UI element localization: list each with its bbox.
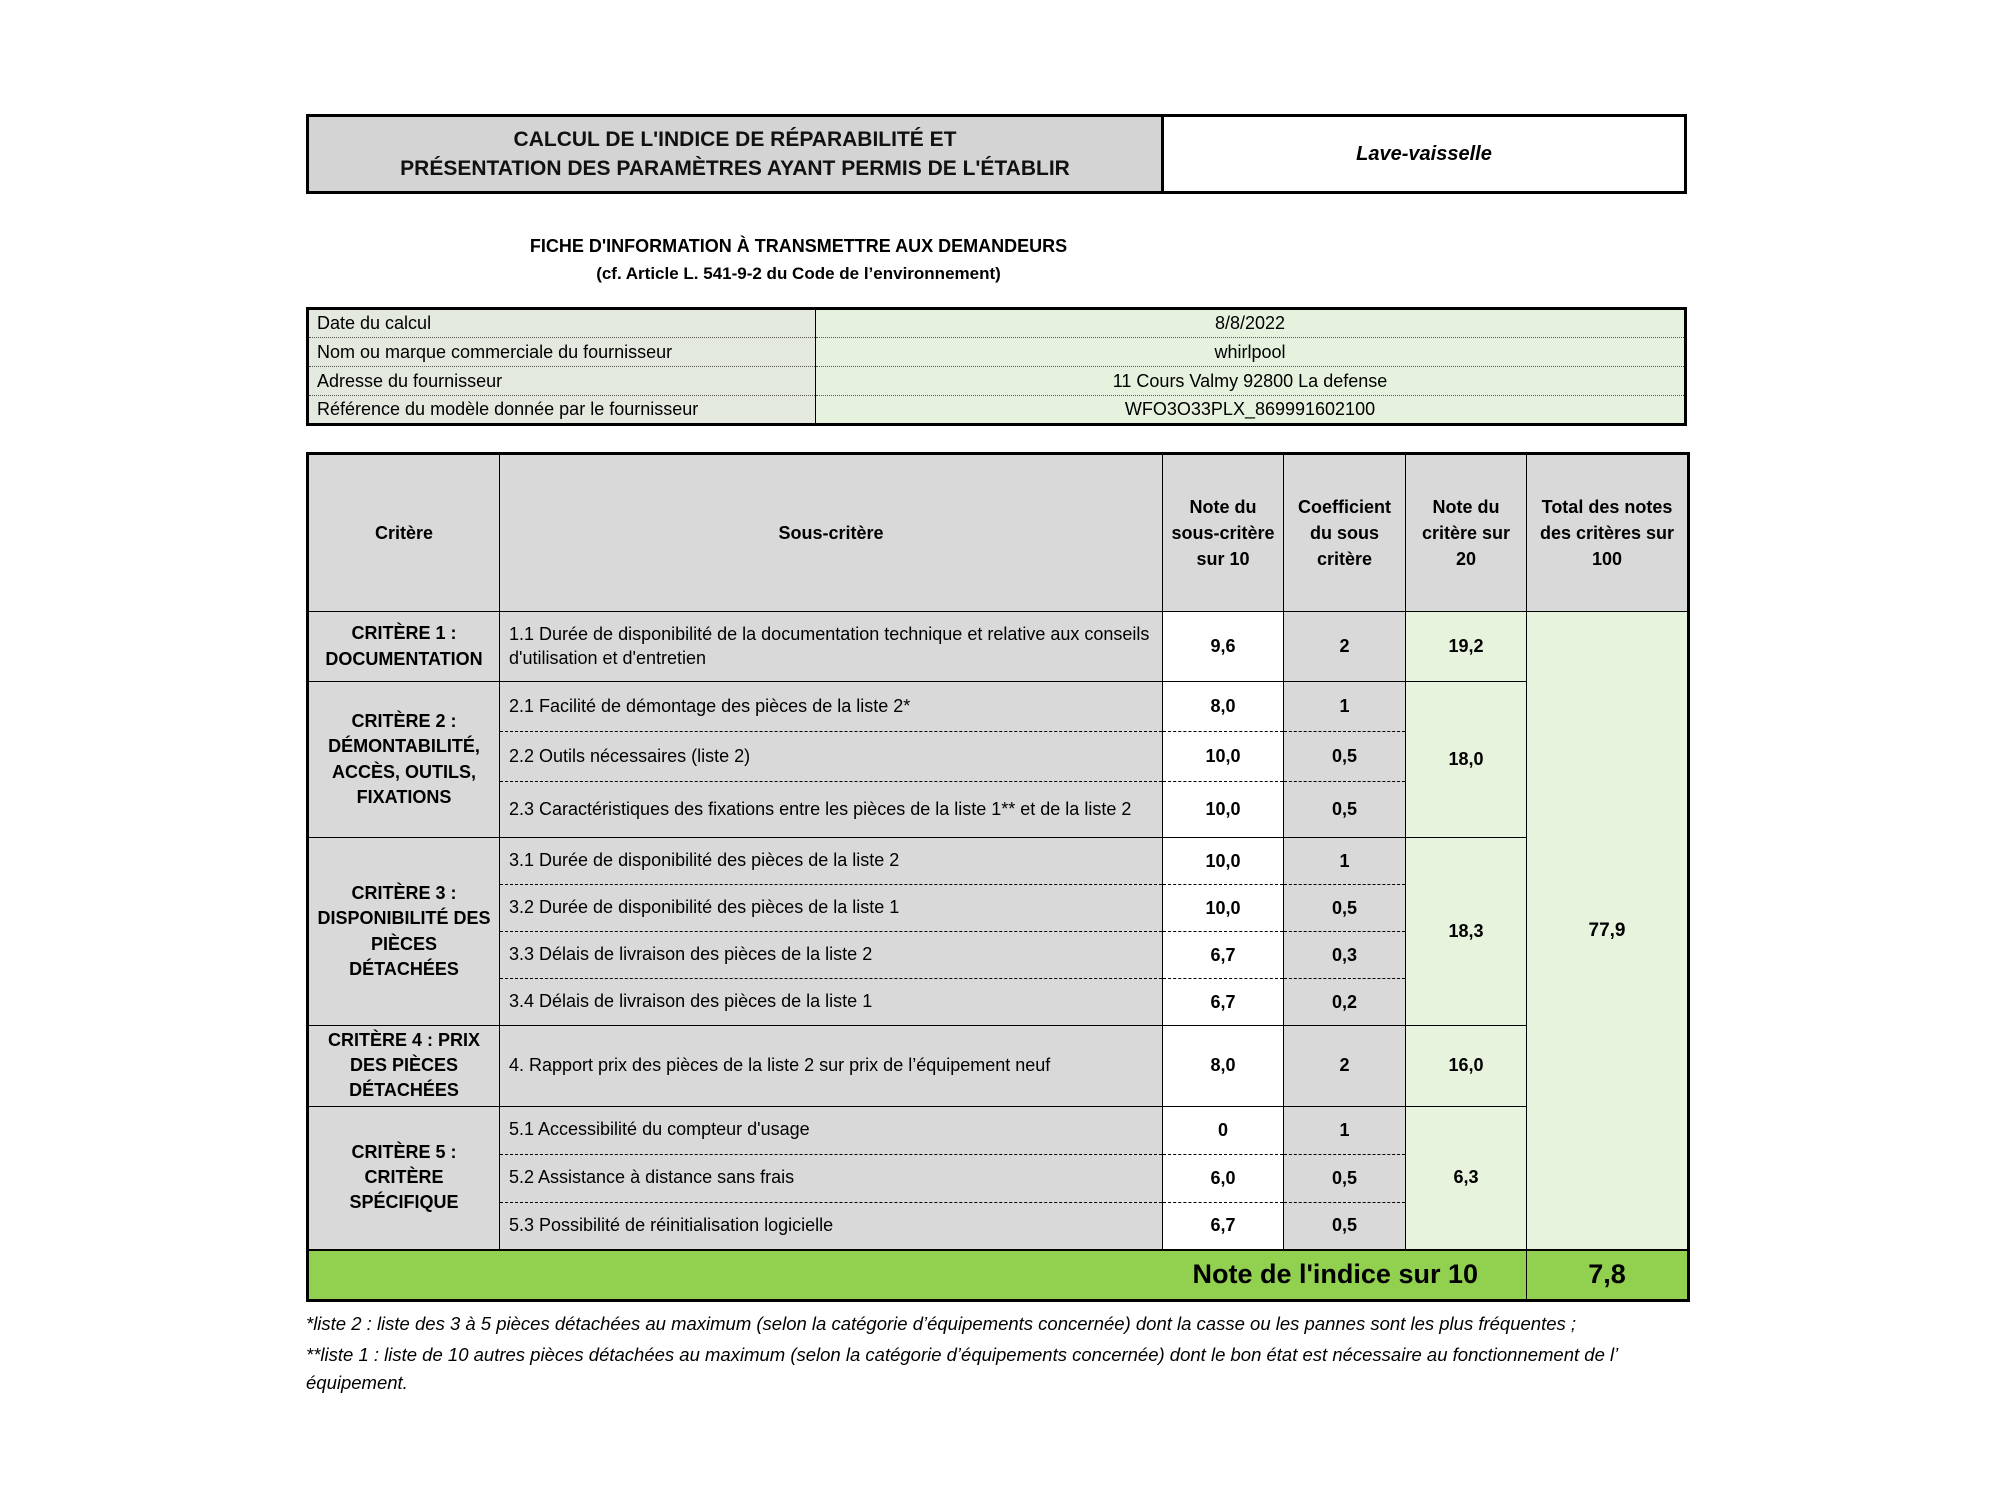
table-row <box>308 1026 1689 1107</box>
subtitle-line2: (cf. Article L. 541-9-2 du Code de l’environnement) <box>596 264 1001 283</box>
note10-1-1: 9,6 <box>1163 612 1284 682</box>
coef-2-2: 0,5 <box>1284 732 1406 782</box>
info-row-brand <box>308 338 1686 367</box>
subcriterion-2-2: 2.2 Outils nécessaires (liste 2) <box>500 732 1163 782</box>
info-value-brand: whirlpool <box>816 338 1686 367</box>
header-band <box>306 114 1687 194</box>
coef-3-3: 0,3 <box>1284 932 1406 979</box>
coef-2-3: 0,5 <box>1284 782 1406 838</box>
note10-3-1: 10,0 <box>1163 838 1284 885</box>
subcriterion-5-3: 5.3 Possibilité de réinitialisation logicielle <box>500 1202 1163 1250</box>
info-row-address <box>308 367 1686 396</box>
note10-2-3: 10,0 <box>1163 782 1284 838</box>
subcriterion-3-2: 3.2 Durée de disponibilité des pièces de la liste 1 <box>500 885 1163 932</box>
subtitle-line1: FICHE D'INFORMATION À TRANSMETTRE AUX DEMANDEURS <box>529 236 1068 256</box>
note20-criterion-4: 16,0 <box>1406 1026 1527 1107</box>
product-category: Lave-vaisselle <box>1356 142 1492 165</box>
info-row-date <box>308 309 1686 338</box>
note20-criterion-1: 19,2 <box>1406 612 1527 682</box>
subcriterion-4: 4. Rapport prix des pièces de la liste 2 sur prix de l’équipement neuf <box>500 1026 1163 1107</box>
footnote-liste1: **liste 1 : liste de 10 autres pièces détachées au maximum (selon la catégorie d’équipements concernée) dont le bon état est nécessaire au fonctionnement de l’ équipement. <box>306 1343 1618 1394</box>
note10-5-2: 6,0 <box>1163 1154 1284 1202</box>
note10-3-3: 6,7 <box>1163 932 1284 979</box>
criterion-2-cell: CRITÈRE 2 : DÉMONTABILITÉ, ACCÈS, OUTILS, FIXATIONS <box>308 682 500 838</box>
subcriterion-5-2: 5.2 Assistance à distance sans frais <box>500 1154 1163 1202</box>
index-score-label: Note de l'indice sur 10 <box>308 1250 1527 1300</box>
subcriterion-2-1: 2.1 Facilité de démontage des pièces de la liste 2* <box>500 682 1163 732</box>
info-label-date: Date du calcul <box>308 309 816 338</box>
table-row <box>308 1106 1689 1154</box>
criteria-table-header-row <box>308 454 1689 612</box>
column-header-total100: Total des notes des critères sur 100 <box>1527 454 1689 612</box>
criterion-5-cell: CRITÈRE 5 : CRITÈRE SPÉCIFIQUE <box>308 1106 500 1250</box>
table-row <box>308 682 1689 732</box>
coef-4: 2 <box>1284 1026 1406 1107</box>
column-header-criterion: Critère <box>308 454 500 612</box>
subcriterion-3-3: 3.3 Délais de livraison des pièces de la liste 2 <box>500 932 1163 979</box>
subcriterion-3-4: 3.4 Délais de livraison des pièces de la liste 1 <box>500 979 1163 1026</box>
subcriterion-5-1: 5.1 Accessibilité du compteur d'usage <box>500 1106 1163 1154</box>
criterion-1-cell: CRITÈRE 1 : DOCUMENTATION <box>308 612 500 682</box>
index-score-value: 7,8 <box>1527 1250 1689 1300</box>
criterion-3-cell: CRITÈRE 3 : DISPONIBILITÉ DES PIÈCES DÉTACHÉES <box>308 838 500 1026</box>
subtitle <box>306 236 1291 284</box>
footnotes <box>306 1310 1701 1400</box>
document-title-line1: CALCUL DE L'INDICE DE RÉPARABILITÉ ET <box>513 127 957 151</box>
column-header-note20: Note du critère sur 20 <box>1406 454 1527 612</box>
coef-5-2: 0,5 <box>1284 1154 1406 1202</box>
info-value-date: 8/8/2022 <box>816 309 1686 338</box>
coef-5-3: 0,5 <box>1284 1202 1406 1250</box>
info-value-address: 11 Cours Valmy 92800 La defense <box>816 367 1686 396</box>
note10-5-3: 6,7 <box>1163 1202 1284 1250</box>
document-title <box>309 117 1164 191</box>
table-row <box>308 612 1689 682</box>
note10-3-2: 10,0 <box>1163 885 1284 932</box>
note10-3-4: 6,7 <box>1163 979 1284 1026</box>
table-row <box>308 838 1689 885</box>
note10-4: 8,0 <box>1163 1026 1284 1107</box>
criteria-table <box>306 452 1687 1302</box>
column-header-note10: Note du sous-critère sur 10 <box>1163 454 1284 612</box>
info-label-model-ref: Référence du modèle donnée par le fournisseur <box>308 396 816 425</box>
subcriterion-3-1: 3.1 Durée de disponibilité des pièces de la liste 2 <box>500 838 1163 885</box>
coef-5-1: 1 <box>1284 1106 1406 1154</box>
note10-2-2: 10,0 <box>1163 732 1284 782</box>
note20-criterion-3: 18,3 <box>1406 838 1527 1026</box>
coef-3-2: 0,5 <box>1284 885 1406 932</box>
coef-1-1: 2 <box>1284 612 1406 682</box>
supplier-info-table <box>306 307 1687 426</box>
index-score-row <box>308 1250 1689 1300</box>
subcriterion-1-1: 1.1 Durée de disponibilité de la documentation technique et relative aux conseils d'utilisation et d'entretien <box>500 612 1163 682</box>
info-label-brand: Nom ou marque commerciale du fournisseur <box>308 338 816 367</box>
note20-criterion-2: 18,0 <box>1406 682 1527 838</box>
coef-3-4: 0,2 <box>1284 979 1406 1026</box>
info-row-model-ref <box>308 396 1686 425</box>
note20-criterion-5: 6,3 <box>1406 1106 1527 1250</box>
info-value-model-ref: WFO3O33PLX_869991602100 <box>816 396 1686 425</box>
footnote-liste2: *liste 2 : liste des 3 à 5 pièces détachées au maximum (selon la catégorie d’équipements concernée) dont la casse ou les pannes sont les plus fréquentes ; <box>306 1313 1577 1334</box>
subcriterion-2-3: 2.3 Caractéristiques des fixations entre les pièces de la liste 1** et de la liste 2 <box>500 782 1163 838</box>
note10-2-1: 8,0 <box>1163 682 1284 732</box>
document-title-line2: PRÉSENTATION DES PARAMÈTRES AYANT PERMIS DE L'ÉTABLIR <box>400 157 1070 180</box>
coef-3-1: 1 <box>1284 838 1406 885</box>
coef-2-1: 1 <box>1284 682 1406 732</box>
info-label-address: Adresse du fournisseur <box>308 367 816 396</box>
column-header-coefficient: Coefficient du sous critère <box>1284 454 1406 612</box>
note10-5-1: 0 <box>1163 1106 1284 1154</box>
criterion-4-cell: CRITÈRE 4 : PRIX DES PIÈCES DÉTACHÉES <box>308 1026 500 1107</box>
total-score-100: 77,9 <box>1527 612 1689 1251</box>
column-header-subcriterion: Sous-critère <box>500 454 1163 612</box>
